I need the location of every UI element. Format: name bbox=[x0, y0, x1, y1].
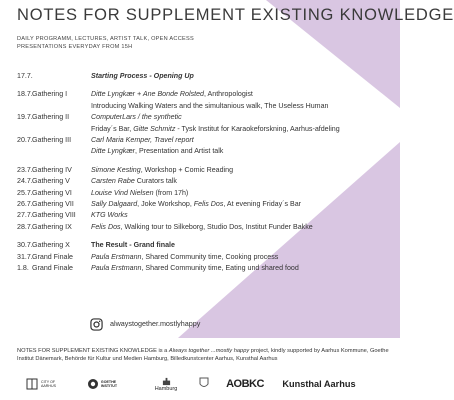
gathering-label bbox=[32, 71, 91, 82]
event-detail: (from 17h) bbox=[153, 188, 189, 197]
participant-name: Paula Erstmann bbox=[91, 264, 142, 273]
hamburg-logo bbox=[145, 374, 187, 394]
logo-text: GOETHE bbox=[100, 380, 117, 384]
event-detail: , Walking tour to Silkeborg, Studio Dos, Institut Funder Bakke bbox=[120, 222, 313, 231]
participant-name: Sally Dalgaard bbox=[91, 200, 138, 209]
schedule-date: 18.7. bbox=[17, 90, 33, 99]
logo-text: Hamburg bbox=[154, 385, 178, 392]
schedule-row bbox=[17, 124, 400, 135]
schedule-row bbox=[17, 240, 400, 251]
ministry-crest-icon bbox=[195, 376, 213, 390]
gathering-label: Gathering VI bbox=[32, 188, 72, 197]
schedule-date: 20.7. bbox=[17, 136, 33, 145]
schedule-row bbox=[17, 222, 400, 233]
participant-name: Felis Dos bbox=[193, 200, 224, 209]
schedule-row bbox=[17, 199, 400, 210]
logo-text: CITY OF bbox=[41, 380, 56, 384]
gathering-label: Gathering X bbox=[32, 241, 70, 250]
gathering-label: Gathering II bbox=[32, 113, 70, 122]
participant-name: Gitte Schmitz bbox=[133, 124, 176, 133]
goethe-icon bbox=[87, 378, 99, 390]
schedule-row bbox=[17, 112, 400, 123]
schedule-date: 17.7. bbox=[17, 72, 33, 80]
schedule-date: 1.8. bbox=[17, 264, 29, 273]
gathering-label: Gathering VIII bbox=[32, 211, 76, 220]
gathering-label: Gathering III bbox=[32, 136, 72, 145]
event-detail: , Travel report bbox=[150, 136, 194, 145]
event-detail: , Shared Community time, Eating und shared food bbox=[141, 264, 299, 273]
kunsthal-aarhus-logo: Kunsthal Aarhus bbox=[282, 379, 356, 389]
project-name: Always together ...mostly happy bbox=[168, 348, 250, 354]
participant-name: Simone Kesting bbox=[91, 165, 141, 174]
gathering-label: Gathering IX bbox=[32, 222, 72, 231]
schedule-row bbox=[17, 210, 400, 221]
schedule-row bbox=[17, 188, 400, 199]
aobkc-logo: AOBKC bbox=[226, 378, 264, 390]
schedule-row bbox=[17, 89, 400, 100]
participant-name: Louise Vind Nielsen bbox=[91, 188, 154, 197]
event-detail: , Presentation and Artist talk bbox=[135, 147, 224, 156]
participant-name: Carl Maria Kemper bbox=[91, 136, 151, 145]
event-detail: , Workshop + Comic Reading bbox=[140, 165, 234, 174]
gathering-label: Gathering IV bbox=[32, 165, 72, 174]
event-detail: Curators talk bbox=[134, 177, 177, 186]
schedule-row bbox=[17, 252, 400, 263]
event-detail: - Tysk Institut for Karaokeforskning, Aarhus-afdeling bbox=[175, 124, 340, 133]
schedule-date: 24.7. bbox=[17, 177, 33, 186]
schedule-date: 26.7. bbox=[17, 200, 33, 209]
participant-name: Paula Erstmann bbox=[91, 252, 142, 261]
hamburg-castle-icon bbox=[162, 377, 171, 386]
participant-name: ComputerLars / the synthetic bbox=[91, 113, 182, 122]
event-detail: Introducing Walking Waters and the simultanious walk, The Useless Human bbox=[91, 101, 329, 110]
event-detail: , Joke Workshop, bbox=[137, 200, 194, 209]
schedule-row bbox=[17, 165, 400, 176]
schedule-row bbox=[17, 263, 400, 274]
schedule-date: 27.7. bbox=[17, 211, 33, 220]
logo-text: AARHUS bbox=[41, 384, 56, 388]
participant-name: KTG Works bbox=[91, 211, 128, 220]
schedule-row bbox=[17, 146, 400, 157]
schedule-date: 28.7. bbox=[17, 222, 33, 231]
aarhus-crest-icon bbox=[26, 378, 38, 390]
schedule-row bbox=[17, 101, 400, 112]
goethe-institut-logo bbox=[81, 374, 123, 394]
subtitle-line: DAILY PROGRAMM, LECTURES, ARTIST TALK, OPEN ACCESS bbox=[17, 36, 194, 42]
sponsor-logos bbox=[17, 374, 397, 396]
gathering-label: Gathering I bbox=[32, 90, 68, 99]
participant-name: Ditte Lyngkær + Ane Bonde Rolsted bbox=[91, 90, 204, 99]
gathering-label: Grand Finale bbox=[32, 264, 74, 273]
schedule-row bbox=[17, 176, 400, 187]
gathering-label: Grand Finale bbox=[32, 252, 74, 261]
logo-text: INSTITUT bbox=[100, 384, 118, 388]
event-title: Starting Process - Opening Up bbox=[91, 72, 194, 80]
participant-name: Felis Dos bbox=[91, 222, 121, 231]
event-detail: , At evening Friday´s Bar bbox=[223, 200, 302, 209]
schedule-date: 25.7. bbox=[17, 188, 33, 197]
schedule-row bbox=[17, 135, 400, 146]
schedule bbox=[17, 71, 400, 275]
footer-credits bbox=[17, 347, 389, 363]
schedule-row bbox=[17, 71, 400, 82]
event-detail: , Anthropologist bbox=[203, 90, 253, 99]
schedule-date: 23.7. bbox=[17, 165, 33, 174]
participant-name: Ditte Lyngkær bbox=[91, 147, 136, 156]
schedule-date: 30.7. bbox=[17, 241, 33, 250]
schedule-date: 19.7. bbox=[17, 113, 33, 122]
gathering-label: Gathering VII bbox=[32, 200, 74, 209]
subtitle-line: PRESENTATIONS EVERYDAY FROM 15H bbox=[17, 44, 133, 50]
gathering-label: Gathering V bbox=[32, 177, 70, 186]
schedule-date: 31.7. bbox=[17, 252, 33, 261]
footer-text: NOTES FOR SUPPLEMENT EXISTING KNOWLEDGE is a bbox=[17, 348, 169, 354]
instagram-handle[interactable]: alwaystogether.mostlyhappy bbox=[110, 319, 201, 328]
event-detail: Friday´s Bar, bbox=[91, 124, 134, 133]
page-title: NOTES FOR SUPPLEMENT EXISTING KNOWLEDGE bbox=[17, 6, 454, 24]
city-of-aarhus-logo bbox=[17, 374, 65, 394]
participant-name: Carsten Rabe bbox=[91, 177, 135, 186]
footer-text: project, kindly supported by Aarhus Kommune, Goethe Institut Dänemark, Behörde für Kultur und Medien Hamburg, Billedkunstcenter Aarhus, Kunsthal Aarhus bbox=[17, 348, 389, 362]
instagram-icon[interactable] bbox=[90, 318, 103, 331]
event-title: The Result - Grand finale bbox=[91, 241, 175, 250]
event-detail: , Shared Community time, Cooking process bbox=[141, 252, 279, 261]
